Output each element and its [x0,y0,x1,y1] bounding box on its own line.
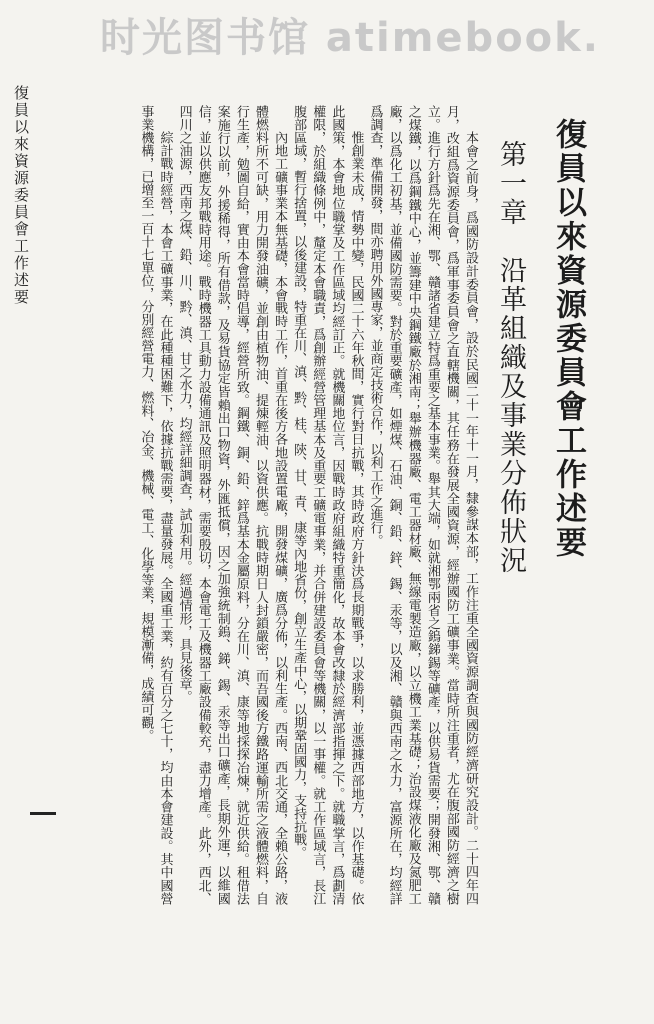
body-text [60,105,480,905]
main-title: 復員以來資源委員會工作述要 [550,118,586,560]
paragraph: 本會之前身，爲國防設計委員會，設於民國二十一年十一月，隸參謀本部，工作注重全國資源調查與國防經濟研究設計。二十四年四月，改組爲資源委員會，爲軍事委員會之直轄機關，其任務在發展全國資源，經辦國防工礦事業。當時所注重者，尤在腹部國防經濟之樹立。進行方針爲先在湘、鄂、贛諸省建立特爲重要之基本事業。舉其大端，如就湘鄂兩省之鎢銻錫等礦產，以供易貨需要；開發湘、鄂、贛之煤鐵，以爲鋼鐵中心，並籌建中央鋼鐵廠於湘南；舉辦機器廠、電工器材廠、無線電製造廠，以立機工業基礎；治設煤液化廠及氮肥工廠，以爲化工初基，並備國防需要。對於重要礦產，如煙煤、石油、銅、鉛、鋅、錫、汞等，以及湘、贛與西南之水力，富源所在，均經詳爲調查，準備開發，間亦聘用外國專家，並商定技術合作，以利工作之進行。 [367,105,478,905]
paragraph: 內地工礦事業本無基礎，本會戰時工作，首重在後方各地設置電廠，開發煤礦，廣爲分佈，以利生產。西南、西北交通，全賴公路，液體燃料所不可缺，用力開發油礦，並創由植物油、提煉輕油、以資供應。抗戰時期日人封鎖嚴密，而吾國後方鐵路運輸所需之液體燃料，自行生產，勉圖自給，實由本會當時倡導，經營所致。鋼鐵、銅、鉛、鋅爲基本金屬原料，分在川、滇、康等地採探冶煉，就近供給。租借法案施行以前，外援稀得，所有借款，及易貨協定皆賴出口物資，外匯抵償，因之加強統制鎢、銻、錫、汞等出口礦產，長期外運，以維國信，並以供應友邦戰時用途。戰時機器工具動力設備通訊及照明器材，需要殷切，本會電工及機器工廠設備較充，盡力增產。此外，西北、四川之油源，西南之煤、鉛、川、黔、滇、甘之水力，均經詳細調查，試加利用。經過情形，具見後章。 [176,105,288,905]
paragraph: 惟創業未成，情勢中變，民國二十六年秋間，實行對日抗戰，其時政府方針決爲長期戰爭，以求勝利，並憑據西部地方，以作基礎。依此國策，本會地位職掌及工作區域均經訂正。就機關地位言，因戰時政府組織特重簡化，故本會改隸於經濟部指揮之下。就職掌言，爲劃清權限，於組織條例中，釐定本會職責，爲創辦經營管理基本及重要工礦電事業，并合併建設委員會等機關，以一事權。就工作區域言，長江腹部區域，暫行捨置，以後建設，特重在川、滇、黔、桂、陝、甘、青、康等內地省份，創立生產中心，以期鞏固國力，支持抗戰。 [291,105,364,905]
chapter-title: 第一章 沿革組織及事業分佈狀況 [495,140,526,575]
watermark: 时光图书馆 atimebook. [100,15,600,61]
paragraph: 綜計戰時經營，本會工礦事業，在此種種困難下，依據抗戰需要，盡量發展。全國重工業，約有百分之七十，均由本會建設。其中國營事業機構，已增至一百十七單位，分別經營電力、燃料、冶金、機械、電工、化學等業，規模漸備，成績可觀。 [138,105,173,905]
running-title: 復員以來資源委員會工作述要 [12,85,30,306]
page-number [30,812,56,815]
